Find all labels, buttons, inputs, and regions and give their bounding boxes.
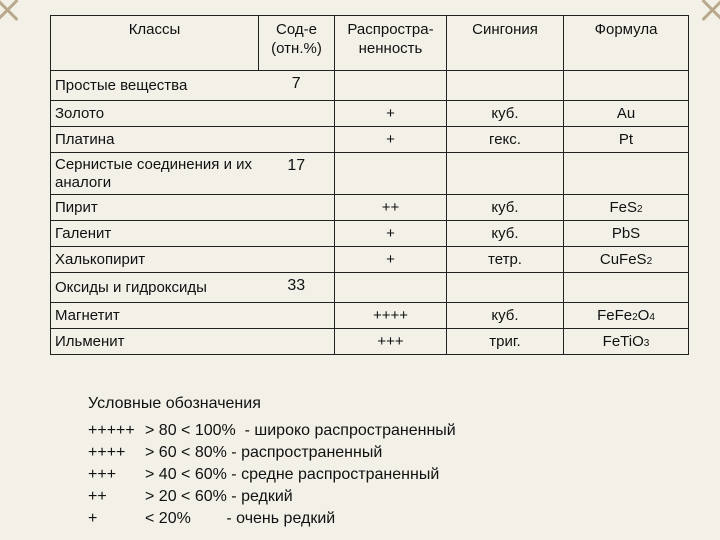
legend-text: > 40 < 60% - средне распространенный — [145, 466, 440, 483]
mineral-syngony: тетр. — [447, 247, 564, 273]
mineral-content-empty — [259, 247, 335, 273]
legend-text: > 80 < 100% - широко распространенный — [145, 422, 456, 439]
legend-item — [88, 442, 456, 464]
table-row — [51, 101, 689, 127]
legend-item — [88, 464, 456, 486]
mineral-content-empty — [259, 303, 335, 329]
mineral-formula — [564, 303, 689, 329]
mineral-name: Магнетит — [51, 303, 259, 329]
group-empty-cell — [447, 153, 564, 195]
table-row — [51, 127, 689, 153]
mineral-name: Халькопирит — [51, 247, 259, 273]
mineral-prevalence: + — [335, 101, 447, 127]
table-row — [51, 195, 689, 221]
header-syngony: Сингония — [447, 16, 564, 71]
mineral-name: Платина — [51, 127, 259, 153]
group-empty-cell — [335, 273, 447, 303]
legend-item — [88, 508, 456, 530]
formula-main: FeS — [609, 199, 637, 216]
mineral-formula — [564, 329, 689, 355]
legend-symbol: + — [88, 510, 98, 527]
mineral-formula — [564, 195, 689, 221]
formula-subscript: 2 — [646, 256, 653, 267]
group-empty-cell — [335, 71, 447, 101]
mineral-prevalence: ++++ — [335, 303, 447, 329]
legend — [88, 393, 456, 530]
formula-main: Pt — [618, 131, 634, 148]
table-row — [51, 221, 689, 247]
group-empty-cell — [447, 71, 564, 101]
mineral-name: Ильменит — [51, 329, 259, 355]
legend-symbol: ++ — [88, 488, 107, 505]
mineral-content-empty — [259, 195, 335, 221]
group-content: 7 — [259, 71, 335, 101]
formula-main: Au — [616, 105, 636, 122]
formula-subscript: 2 — [636, 204, 643, 215]
formula-element: O — [637, 307, 650, 324]
group-content: 33 — [259, 273, 335, 303]
header-classes: Классы — [51, 16, 259, 71]
formula-main: PbS — [611, 225, 641, 242]
legend-text: < 20% - очень редкий — [145, 510, 336, 527]
group-content: 17 — [259, 153, 335, 195]
table-row — [51, 329, 689, 355]
formula-main: FeTiO — [602, 333, 644, 350]
mineral-prevalence: +++ — [335, 329, 447, 355]
table-row — [51, 303, 689, 329]
mineral-syngony: куб. — [447, 221, 564, 247]
mineral-prevalence: + — [335, 221, 447, 247]
group-name: Оксиды и гидроксиды — [51, 273, 259, 303]
legend-symbol: +++++ — [88, 422, 135, 439]
group-row — [51, 273, 689, 303]
table-header-row — [51, 16, 689, 71]
group-name: Простые вещества — [51, 71, 259, 101]
legend-title: Условные обозначения — [88, 395, 261, 412]
mineral-syngony: куб. — [447, 101, 564, 127]
legend-text: > 20 < 60% - редкий — [145, 488, 293, 505]
mineral-prevalence: + — [335, 247, 447, 273]
mineral-syngony: куб. — [447, 195, 564, 221]
mineral-formula — [564, 247, 689, 273]
mineral-formula — [564, 101, 689, 127]
formula-subscript: 3 — [643, 338, 650, 349]
formula-subscript: 4 — [649, 312, 655, 323]
legend-item — [88, 486, 456, 508]
mineral-syngony: триг. — [447, 329, 564, 355]
header-prevalence: Распростра-ненность — [335, 16, 447, 71]
formula-subscript: 2 — [632, 312, 638, 323]
mineral-formula — [564, 127, 689, 153]
mineral-name: Галенит — [51, 221, 259, 247]
group-empty-cell — [447, 273, 564, 303]
legend-symbol: ++++ — [88, 444, 126, 461]
header-content: Сод-е (отн.%) — [259, 16, 335, 71]
mineral-syngony: гекс. — [447, 127, 564, 153]
group-empty-cell — [564, 71, 689, 101]
legend-symbol: +++ — [88, 466, 117, 483]
mineral-prevalence: ++ — [335, 195, 447, 221]
mineral-name: Пирит — [51, 195, 259, 221]
group-row — [51, 71, 689, 101]
group-name: Сернистые соединения и их аналоги — [51, 153, 259, 195]
corner-decoration-left — [0, 0, 24, 24]
mineral-content-empty — [259, 329, 335, 355]
group-row — [51, 153, 689, 195]
formula-main: CuFeS — [599, 251, 647, 268]
mineral-syngony: куб. — [447, 303, 564, 329]
header-formula: Формула — [564, 16, 689, 71]
mineral-content-empty — [259, 127, 335, 153]
legend-text: > 60 < 80% - распространенный — [145, 444, 383, 461]
table-row — [51, 247, 689, 273]
mineral-prevalence: + — [335, 127, 447, 153]
mineral-content-empty — [259, 221, 335, 247]
legend-item — [88, 420, 456, 442]
mineral-formula — [564, 221, 689, 247]
group-empty-cell — [335, 153, 447, 195]
corner-decoration-right — [696, 0, 720, 24]
formula-main: FeFe — [597, 307, 633, 324]
group-empty-cell — [564, 153, 689, 195]
mineral-name: Золото — [51, 101, 259, 127]
minerals-table — [50, 15, 689, 355]
mineral-content-empty — [259, 101, 335, 127]
group-empty-cell — [564, 273, 689, 303]
